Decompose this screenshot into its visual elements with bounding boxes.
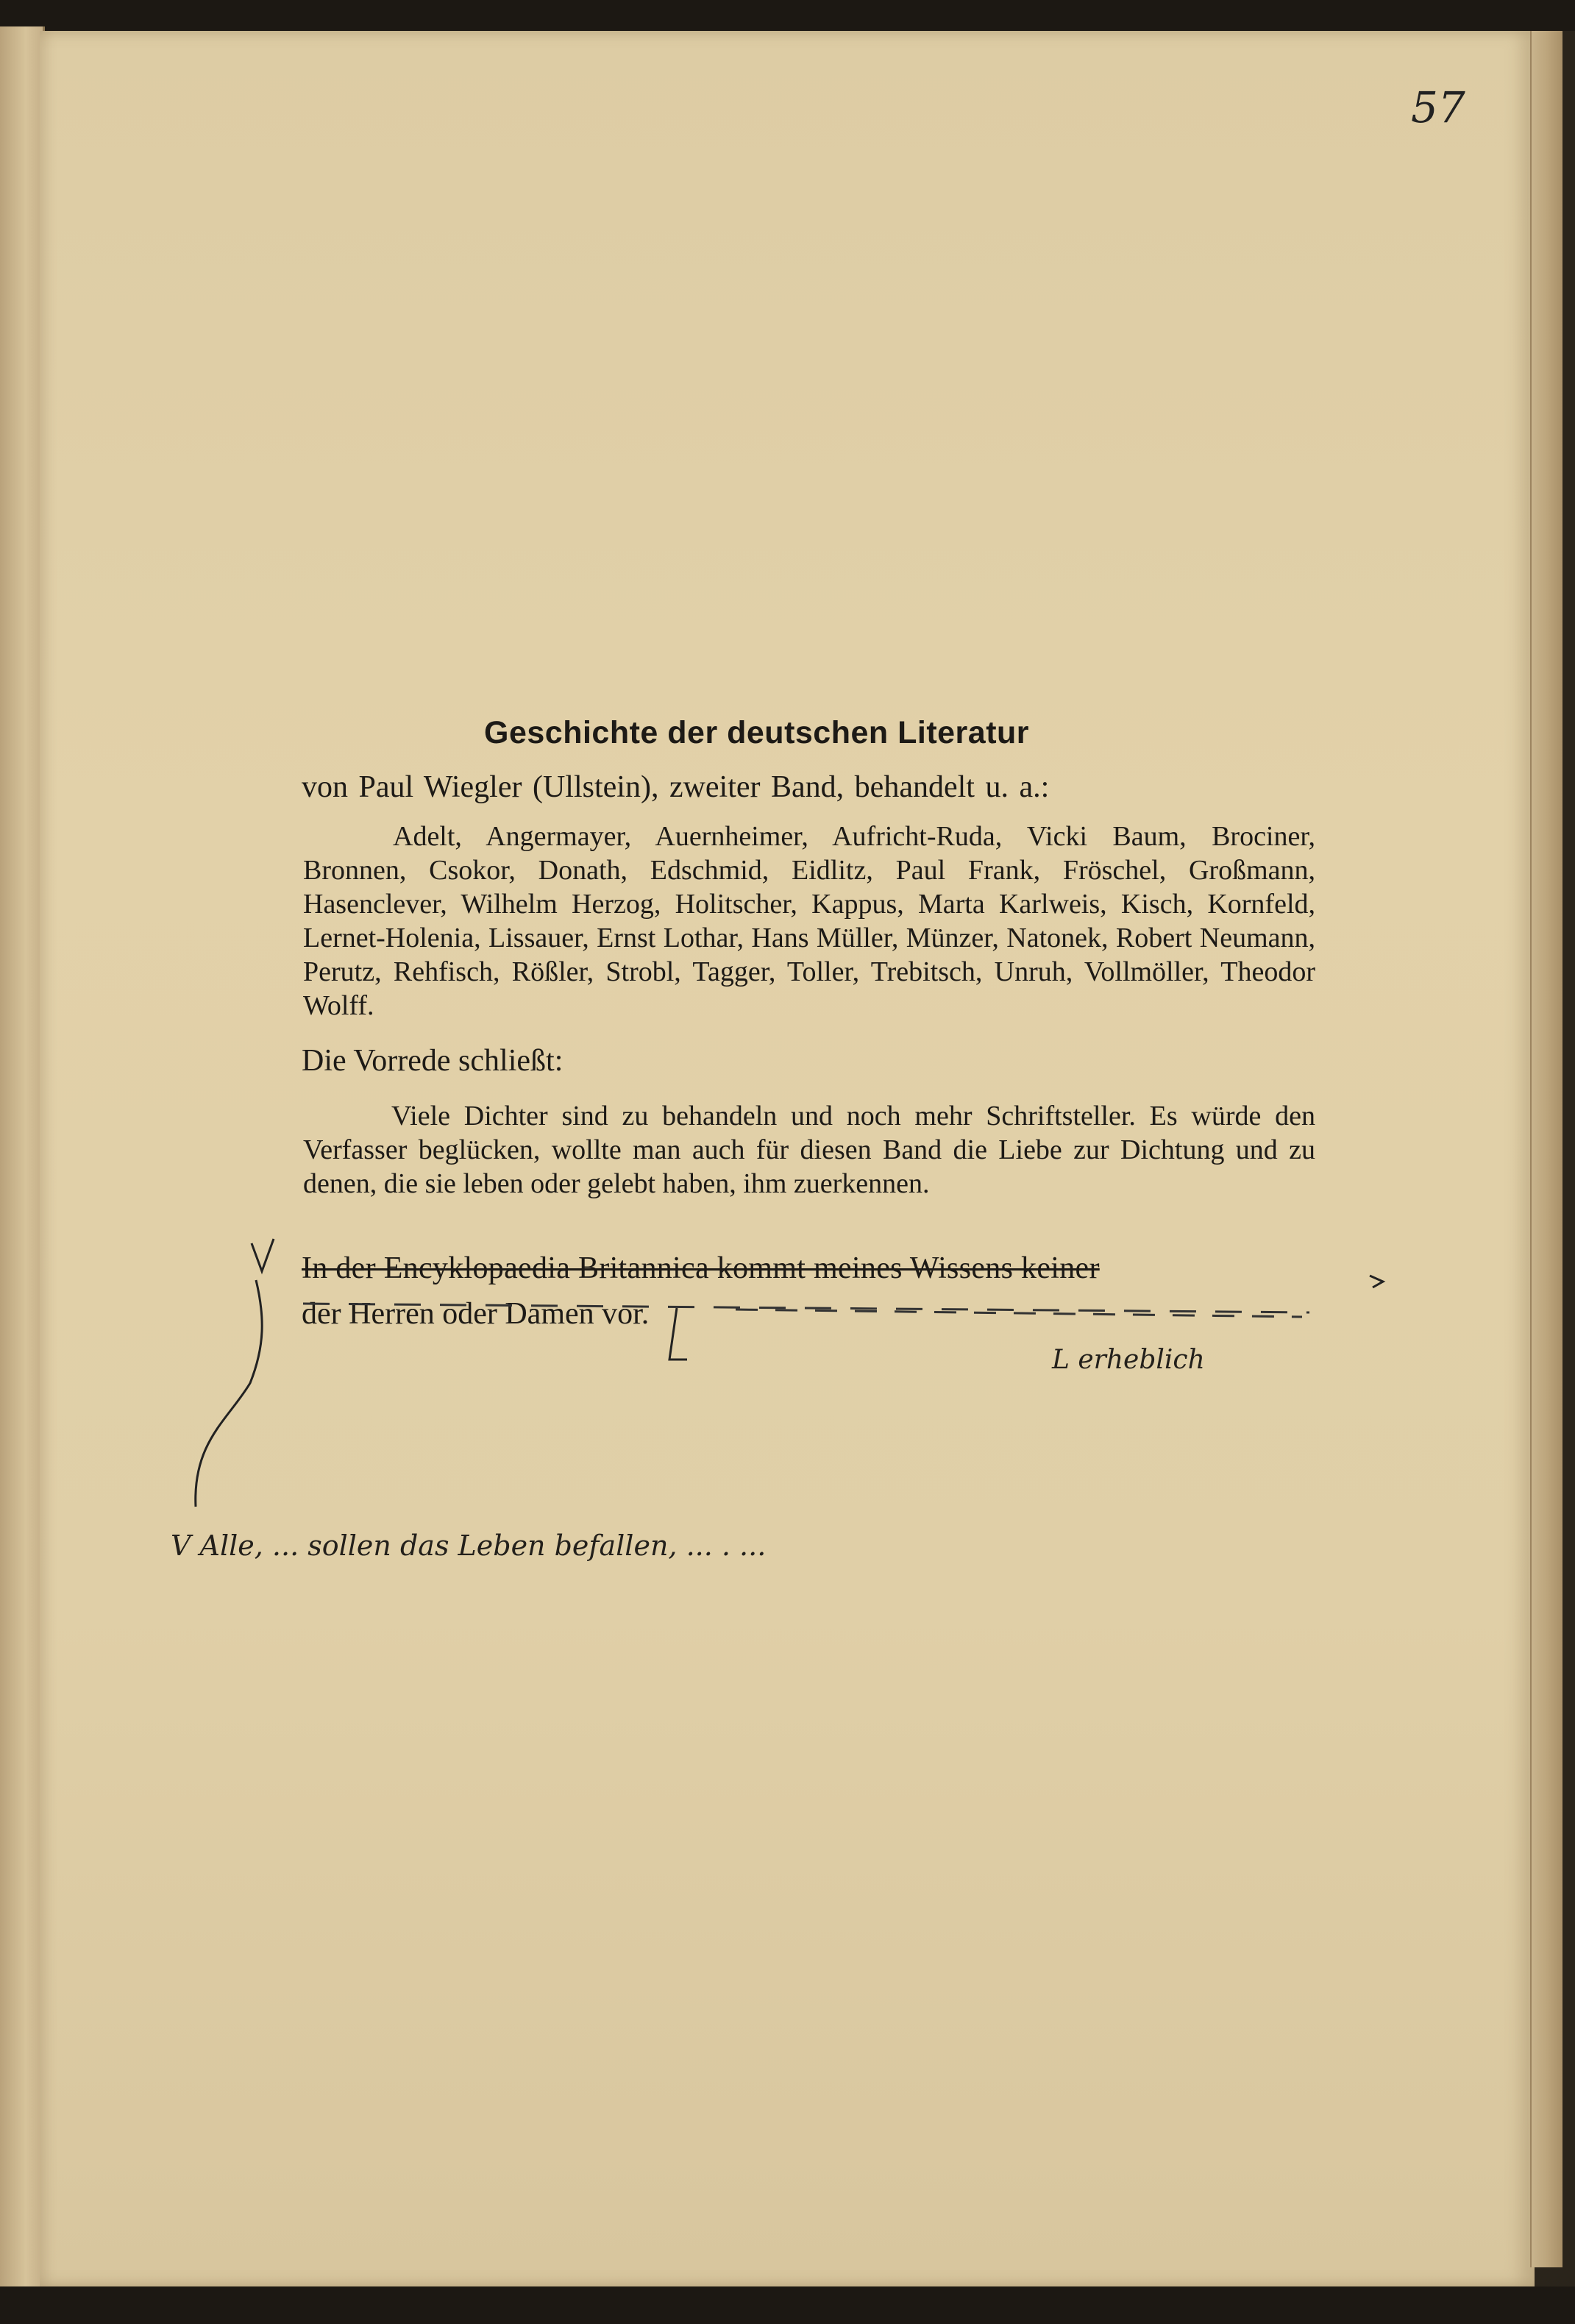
document-subtitle: von Paul Wiegler (Ullstein), zweiter Band, behandelt u. a.: xyxy=(302,770,1050,804)
checkmark-mark xyxy=(252,1239,274,1271)
handwritten-bottom-note: V Alle, ... sollen das Leben befallen, ... . ... xyxy=(171,1529,767,1562)
handwritten-margin-note: L erheblich xyxy=(1052,1345,1205,1375)
preface-heading: Die Vorrede schließt: xyxy=(302,1044,563,1078)
right-margin-mark xyxy=(1370,1276,1383,1287)
struck-text: In der Encyklopaedia Britannica kommt meines Wissens keiner xyxy=(302,1251,1100,1285)
preface-quote: Viele Dichter sind zu behandeln und noch mehr Schriftsteller. Es würde den Verfasser beglücken, wollte man auch für diesen Band die Liebe zur Dichtung und zu denen, die sie leben oder gelebt haben, ihm zuerkennen. xyxy=(303,1101,1315,1199)
page-number: 57 xyxy=(1411,82,1465,132)
author-list: Adelt, Angermayer, Auernheimer, Aufricht-Ruda, Vicki Baum, Brociner, Bronnen, Csokor, Donath, Edschmid, Eidlitz, Paul Frank, Fröschel, Großmann, Hasenclever, Wilhelm Herzog, Holitscher, Kappus, Marta Karlweis, Kisch, Kornfeld, Lernet-Holenia, Lissauer, Ernst Lothar, Hans Müller, Münzer, Natonek, Robert Neumann, Perutz, Rehfisch, Rößler, Strobl, Tagger, Toller, Trebitsch, Unruh, Vollmöller, Theodor Wolff. xyxy=(303,821,1315,1021)
insertion-mark xyxy=(669,1308,687,1360)
final-line: der Herren oder Damen vor. xyxy=(302,1297,650,1331)
document-title: Geschichte der deutschen Literatur xyxy=(484,715,1030,750)
margin-bracket xyxy=(196,1280,262,1507)
dashed-underline xyxy=(303,1304,1309,1312)
